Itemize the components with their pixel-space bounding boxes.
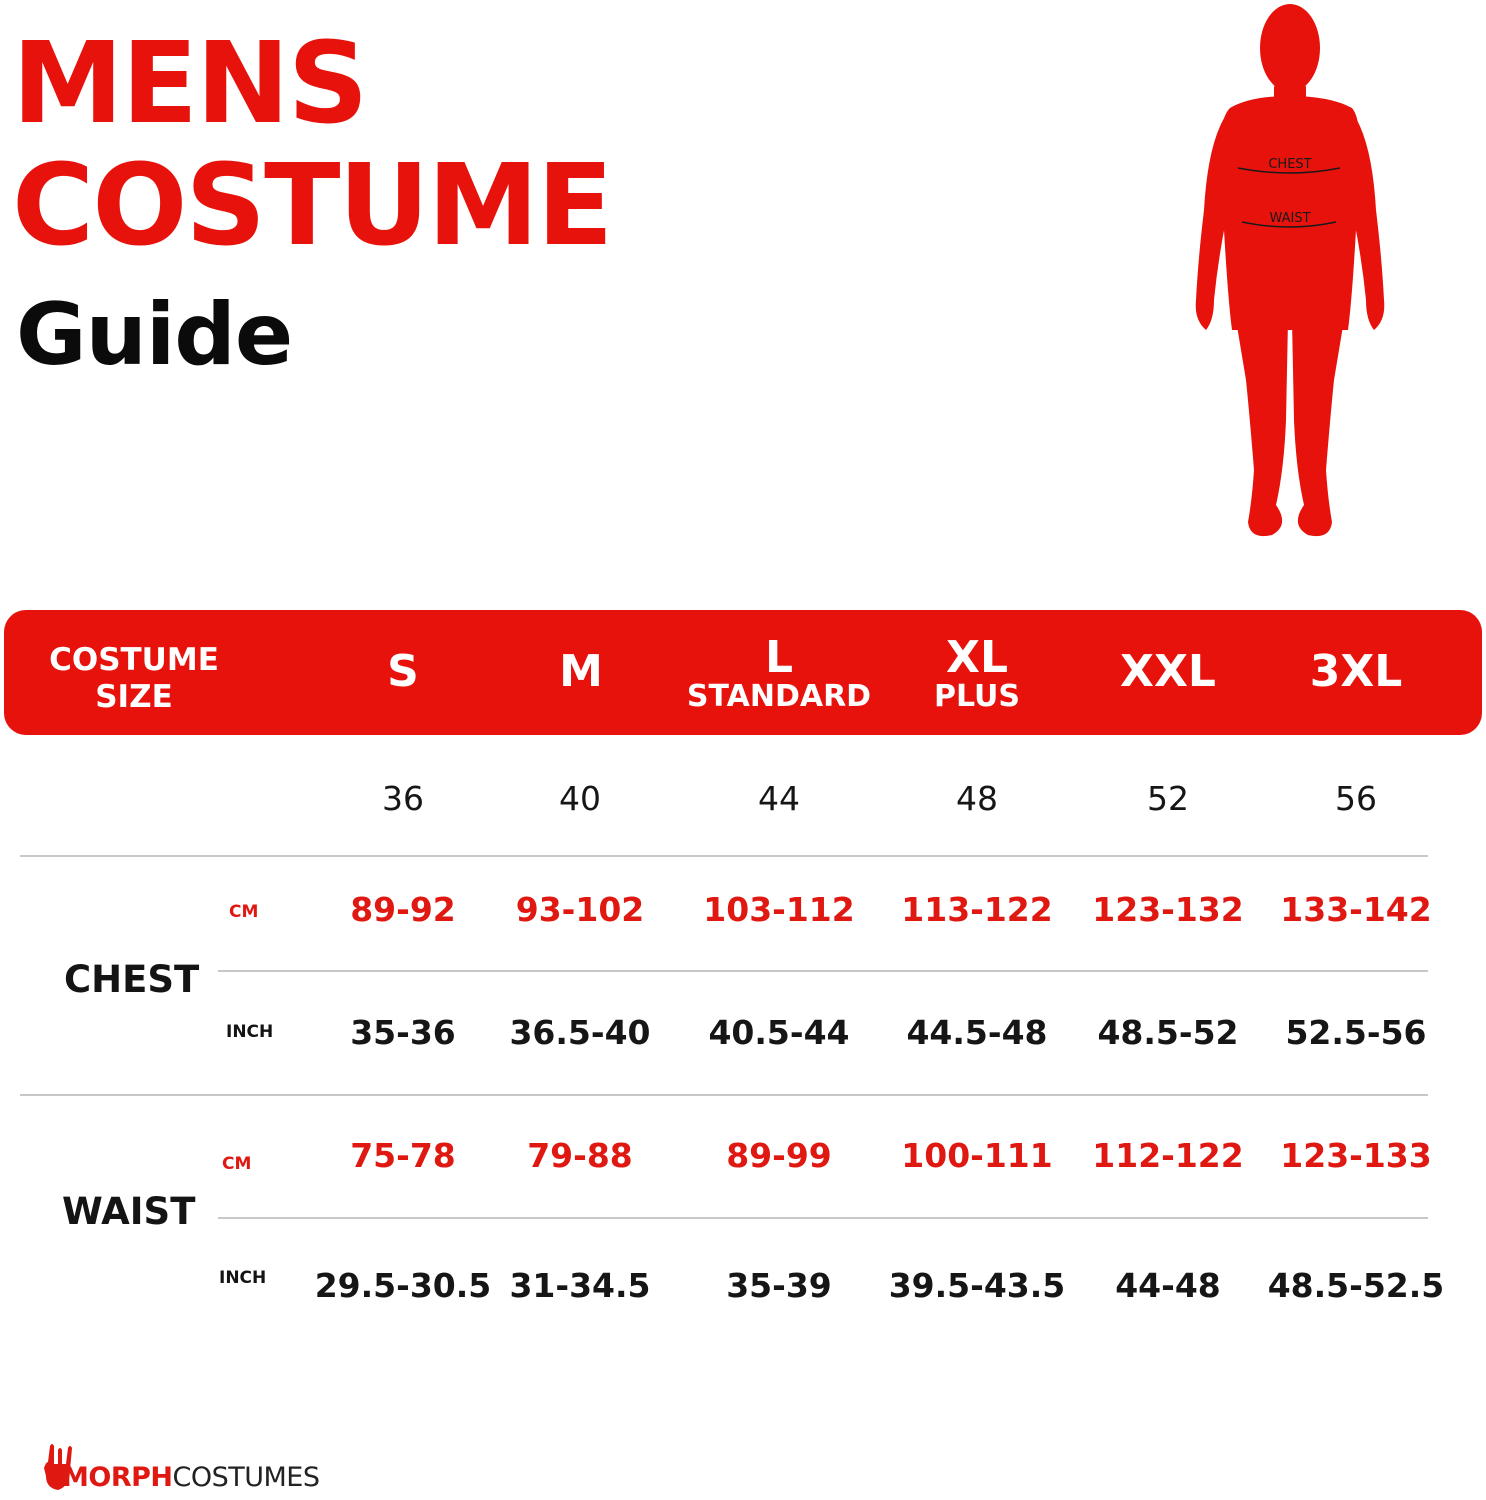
- row-divider: [20, 855, 1428, 857]
- size-number: 44: [758, 779, 800, 818]
- title-guide: Guide: [16, 285, 293, 385]
- size-header-m: [481, 646, 681, 697]
- morph-costumes-logo: [40, 1436, 340, 1496]
- chest-cm-value: 93-102: [515, 890, 645, 929]
- logo-brand-part2: COSTUMES: [172, 1462, 320, 1493]
- size-header-m-main: M: [559, 646, 603, 697]
- row-divider: [218, 1217, 1428, 1219]
- waist-inch-value: 31-34.5: [509, 1266, 651, 1305]
- chest-cm-value: 113-122: [901, 890, 1053, 929]
- chest-inch-value: 40.5-44: [708, 1013, 850, 1052]
- chest-row-label: CHEST: [64, 958, 200, 1001]
- size-number: 48: [956, 779, 998, 818]
- size-number: 52: [1147, 779, 1189, 818]
- waist-cm-value: 123-133: [1280, 1136, 1432, 1175]
- waist-inch-value: 39.5-43.5: [888, 1266, 1066, 1305]
- waist-figure-label: WAIST: [1269, 211, 1311, 226]
- size-number: 56: [1335, 779, 1377, 818]
- chest-inch-value: 36.5-40: [509, 1013, 651, 1052]
- logo-brand-part1: MORPH: [62, 1462, 173, 1493]
- chest-cm-value: 89-92: [350, 890, 456, 929]
- size-header-l-sub: STANDARD: [686, 679, 872, 714]
- size-header-xl-main: XL: [946, 632, 1008, 683]
- chest-cm-label: CM: [229, 902, 259, 922]
- costume-size-header: COSTUME SIZE: [49, 642, 219, 716]
- waist-cm-value: 79-88: [527, 1136, 633, 1175]
- waist-inch-value: 29.5-30.5: [314, 1266, 492, 1305]
- row-divider: [20, 1094, 1428, 1096]
- size-header-l-main: L: [764, 632, 794, 683]
- title-mens: MENS: [12, 19, 367, 149]
- waist-inch-value: 35-39: [726, 1266, 832, 1305]
- size-header-bar: [4, 610, 1482, 735]
- size-number: 36: [382, 779, 424, 818]
- chest-inch-value: 35-36: [350, 1013, 456, 1052]
- size-header-s: [303, 646, 503, 697]
- logo-text: [62, 1464, 320, 1491]
- chest-inch-value: 52.5-56: [1285, 1013, 1427, 1052]
- size-header-xl: [877, 632, 1077, 714]
- chest-cm-value: 103-112: [703, 890, 855, 929]
- waist-inch-value: 44-48: [1115, 1266, 1221, 1305]
- chest-inch-value: 48.5-52: [1097, 1013, 1239, 1052]
- chest-inch-label: INCH: [226, 1022, 274, 1042]
- size-header-xxl: [1068, 646, 1268, 697]
- chest-inch-value: 44.5-48: [906, 1013, 1048, 1052]
- waist-cm-value: 112-122: [1092, 1136, 1244, 1175]
- size-header-3xl: [1256, 646, 1456, 697]
- chest-cm-value: 123-132: [1092, 890, 1244, 929]
- waist-cm-value: 89-99: [726, 1136, 832, 1175]
- size-header-l: [679, 632, 879, 714]
- size-header-3xl-main: 3XL: [1309, 646, 1403, 697]
- row-divider: [218, 970, 1428, 972]
- waist-inch-label: INCH: [219, 1268, 267, 1288]
- size-number: 40: [559, 779, 601, 818]
- waist-cm-value: 75-78: [350, 1136, 456, 1175]
- chest-figure-label: CHEST: [1268, 157, 1312, 172]
- waist-cm-value: 100-111: [901, 1136, 1053, 1175]
- chest-cm-value: 133-142: [1280, 890, 1432, 929]
- size-header-xxl-main: XXL: [1120, 646, 1216, 697]
- title-costume: COSTUME: [12, 141, 612, 271]
- size-header-s-main: S: [387, 646, 419, 697]
- size-header-xl-sub: PLUS: [933, 679, 1020, 714]
- body-silhouette-icon: [1180, 0, 1400, 545]
- waist-inch-value: 48.5-52.5: [1267, 1266, 1445, 1305]
- waist-cm-label: CM: [222, 1154, 252, 1174]
- waist-row-label: WAIST: [62, 1190, 196, 1233]
